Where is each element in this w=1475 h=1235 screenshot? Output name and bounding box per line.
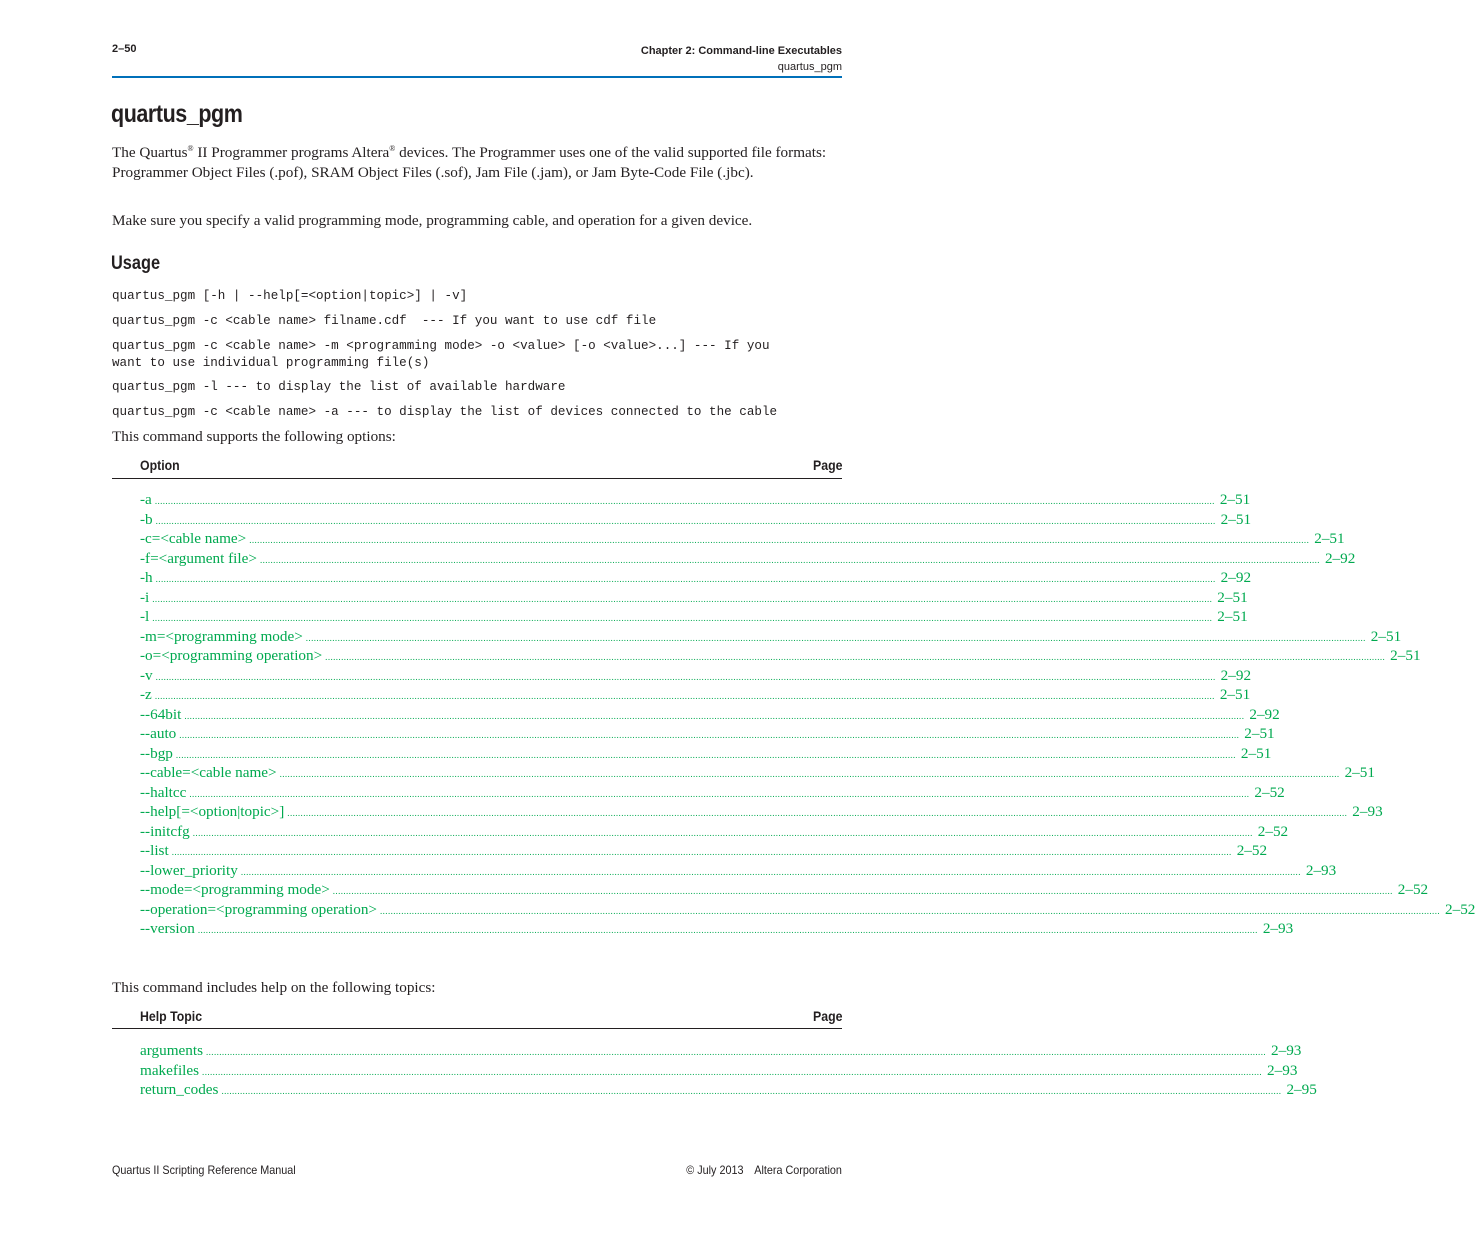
table-rule xyxy=(112,478,842,479)
footer-manual: Quartus II Scripting Reference Manual xyxy=(112,1163,296,1177)
option-link[interactable]: --mode=<programming mode> xyxy=(140,881,330,898)
option-link[interactable]: --cable=<cable name> xyxy=(140,764,277,781)
option-row[interactable] xyxy=(140,881,1429,901)
dot-leader: ................................................................................................................................................................................................................................................................................................................................................................................................................ xyxy=(380,905,1440,916)
option-column-header: Option xyxy=(140,457,180,473)
option-row[interactable] xyxy=(140,861,1337,882)
topic-column-header: Help Topic xyxy=(140,1008,203,1024)
option-page-link[interactable]: 2–51 xyxy=(1219,491,1251,508)
option-page-link[interactable]: 2–51 xyxy=(1314,530,1345,547)
option-link[interactable]: --version xyxy=(140,920,195,937)
dot-leader: ................................................................................................................................................................................................................................................................................................................................................................................................................ xyxy=(197,925,1258,935)
dot-leader: ................................................................................................................................................................................................................................................................................................................................................................................................................ xyxy=(279,769,1340,779)
topic-page-link[interactable]: 2–93 xyxy=(1271,1042,1302,1059)
option-page-link[interactable]: 2–92 xyxy=(1249,705,1280,723)
usage-line: quartus_pgm -c <cable name> -m <programming mode> -o <value> [-o <value>...] --- If you want to use individual programming file(s) xyxy=(112,339,770,370)
option-page-link[interactable]: 2–52 xyxy=(1254,783,1285,801)
topic-page-link[interactable]: 2–95 xyxy=(1286,1081,1317,1098)
option-page-link[interactable]: 2–51 xyxy=(1344,764,1375,781)
option-page-link[interactable]: 2–93 xyxy=(1352,803,1383,820)
dot-leader: ................................................................................................................................................................................................................................................................................................................................................................................................................ xyxy=(240,866,1301,877)
option-row[interactable] xyxy=(140,491,1251,511)
option-row[interactable] xyxy=(140,588,1248,609)
option-row[interactable] xyxy=(140,530,1345,550)
dot-leader: ................................................................................................................................................................................................................................................................................................................................................................................................................ xyxy=(171,847,1232,857)
option-row[interactable] xyxy=(140,608,1248,628)
dot-leader: ................................................................................................................................................................................................................................................................................................................................................................................................................ xyxy=(202,1066,1263,1077)
option-link[interactable]: -b xyxy=(140,510,153,528)
dot-leader: ................................................................................................................................................................................................................................................................................................................................................................................................................ xyxy=(179,730,1240,740)
option-row[interactable] xyxy=(140,803,1383,823)
option-row[interactable] xyxy=(140,725,1275,745)
option-link[interactable]: --help[=<option|topic>] xyxy=(140,803,285,820)
option-link[interactable]: -o=<programming operation> xyxy=(140,647,323,664)
option-page-link[interactable]: 2–52 xyxy=(1397,881,1429,898)
topics-list xyxy=(140,1042,1317,1101)
option-page-link[interactable]: 2–51 xyxy=(1219,686,1251,703)
option-page-link[interactable]: 2–93 xyxy=(1262,920,1294,937)
option-link[interactable]: -h xyxy=(140,569,153,586)
option-row[interactable] xyxy=(140,920,1294,940)
option-link[interactable]: --lower_priority xyxy=(140,861,238,879)
header-rule xyxy=(112,76,842,78)
option-page-link[interactable]: 2–51 xyxy=(1217,588,1248,606)
option-row[interactable] xyxy=(140,783,1285,804)
option-page-link[interactable]: 2–51 xyxy=(1370,627,1402,645)
options-list xyxy=(140,491,1475,940)
option-row[interactable] xyxy=(140,549,1356,570)
option-link[interactable]: --operation=<programming operation> xyxy=(140,900,377,918)
section-title: quartus_pgm xyxy=(777,61,842,73)
dot-leader: ................................................................................................................................................................................................................................................................................................................................................................................................................ xyxy=(152,613,1213,623)
option-link[interactable]: -v xyxy=(140,666,153,684)
page-column-header: Page xyxy=(812,457,842,473)
table-rule xyxy=(112,1028,842,1029)
option-page-link[interactable]: 2–51 xyxy=(1217,608,1248,625)
dot-leader: ................................................................................................................................................................................................................................................................................................................................................................................................................ xyxy=(189,788,1250,799)
option-row[interactable] xyxy=(140,744,1272,765)
usage-line: quartus_pgm -c <cable name> -a --- to display the list of devices connected to the cable xyxy=(112,405,778,419)
option-link[interactable]: -m=<programming mode> xyxy=(140,627,303,645)
option-row[interactable] xyxy=(140,842,1268,862)
option-link[interactable]: -l xyxy=(140,608,150,625)
usage-line: quartus_pgm -l --- to display the list of available hardware xyxy=(112,380,566,394)
dot-leader: ................................................................................................................................................................................................................................................................................................................................................................................................................ xyxy=(305,632,1366,643)
option-row[interactable] xyxy=(140,764,1375,784)
option-page-link[interactable]: 2–92 xyxy=(1324,549,1356,567)
dot-leader: ................................................................................................................................................................................................................................................................................................................................................................................................................ xyxy=(325,652,1386,662)
intro-paragraph-2: Make sure you specify a valid programming mode, programming cable, and operation for a given device. xyxy=(112,212,753,229)
page-title: quartus_pgm xyxy=(111,100,243,128)
option-page-link[interactable]: 2–52 xyxy=(1257,822,1289,840)
topic-link[interactable]: makefiles xyxy=(140,1061,200,1079)
usage-line: quartus_pgm -c <cable name> filname.cdf --- If you want to use cdf file xyxy=(112,314,657,328)
topic-link[interactable]: arguments xyxy=(140,1042,203,1059)
dot-leader: ................................................................................................................................................................................................................................................................................................................................................................................................................ xyxy=(155,574,1216,584)
option-row[interactable] xyxy=(140,647,1421,667)
option-page-link[interactable]: 2–92 xyxy=(1220,569,1252,586)
intro-paragraph: The Quartus® II Programmer programs Altera® devices. The Programmer uses one of the valid supported file formats: Programmer Object Files (.pof), SRAM Object Files (.sof), Jam File (.jam), or Jam Byte-Code File (.jbc). xyxy=(112,144,827,181)
footer-date: © July 2013 xyxy=(686,1163,744,1177)
option-link[interactable]: -c=<cable name> xyxy=(140,530,247,547)
topic-row[interactable] xyxy=(140,1081,1317,1101)
option-page-link[interactable]: 2–52 xyxy=(1236,842,1268,859)
option-link[interactable]: --list xyxy=(140,842,169,859)
topic-row[interactable] xyxy=(140,1061,1298,1082)
option-row[interactable] xyxy=(140,569,1252,589)
dot-leader: ................................................................................................................................................................................................................................................................................................................................................................................................................ xyxy=(206,1047,1266,1057)
dot-leader: ................................................................................................................................................................................................................................................................................................................................................................................................................ xyxy=(184,710,1245,721)
option-page-link[interactable]: 2–51 xyxy=(1220,510,1252,528)
dot-leader: ................................................................................................................................................................................................................................................................................................................................................................................................................ xyxy=(249,535,1310,545)
option-link[interactable]: --haltcc xyxy=(140,783,187,801)
running-header xyxy=(641,43,842,75)
option-row[interactable] xyxy=(140,900,1475,921)
option-link[interactable]: --initcfg xyxy=(140,822,190,840)
option-link[interactable]: -a xyxy=(140,491,152,508)
dot-leader: ................................................................................................................................................................................................................................................................................................................................................................................................................ xyxy=(155,671,1216,682)
option-link[interactable]: --64bit xyxy=(140,705,182,723)
topic-row[interactable] xyxy=(140,1042,1302,1062)
option-link[interactable]: --auto xyxy=(140,725,177,742)
dot-leader: ................................................................................................................................................................................................................................................................................................................................................................................................................ xyxy=(287,808,1348,818)
usage-heading: Usage xyxy=(111,253,161,274)
option-link[interactable]: --bgp xyxy=(140,744,173,762)
dot-leader: ................................................................................................................................................................................................................................................................................................................................................................................................................ xyxy=(259,554,1320,565)
dot-leader: ................................................................................................................................................................................................................................................................................................................................................................................................................ xyxy=(332,886,1393,896)
dot-leader: ................................................................................................................................................................................................................................................................................................................................................................................................................ xyxy=(221,1086,1282,1096)
option-row[interactable] xyxy=(140,686,1251,706)
option-page-link[interactable]: 2–93 xyxy=(1305,861,1337,879)
option-page-link[interactable]: 2–92 xyxy=(1220,666,1252,684)
options-intro: This command supports the following options: xyxy=(112,428,396,445)
option-row[interactable] xyxy=(140,822,1289,843)
option-link[interactable]: -f=<argument file> xyxy=(140,549,257,567)
dot-leader: ................................................................................................................................................................................................................................................................................................................................................................................................................ xyxy=(152,593,1213,604)
option-link[interactable]: -z xyxy=(140,686,152,703)
chapter-title: Chapter 2: Command-line Executables xyxy=(640,45,842,57)
option-page-link[interactable]: 2–51 xyxy=(1390,647,1421,664)
footer-company: Altera Corporation xyxy=(754,1163,842,1177)
option-page-link[interactable]: 2–51 xyxy=(1244,725,1275,742)
footer-copyright xyxy=(676,1163,842,1177)
topics-intro: This command includes help on the following topics: xyxy=(112,979,436,996)
option-page-link[interactable]: 2–52 xyxy=(1445,900,1475,918)
page-column-header: Page xyxy=(812,1008,842,1024)
dot-leader: ................................................................................................................................................................................................................................................................................................................................................................................................................ xyxy=(192,827,1253,838)
option-row[interactable] xyxy=(140,666,1252,687)
option-page-link[interactable]: 2–51 xyxy=(1240,744,1272,762)
page-number: 2–50 xyxy=(112,43,137,55)
dot-leader: ................................................................................................................................................................................................................................................................................................................................................................................................................ xyxy=(154,496,1215,506)
dot-leader: ................................................................................................................................................................................................................................................................................................................................................................................................................ xyxy=(175,749,1236,760)
dot-leader: ................................................................................................................................................................................................................................................................................................................................................................................................................ xyxy=(155,515,1216,526)
topic-link[interactable]: return_codes xyxy=(140,1081,219,1098)
option-link[interactable]: -i xyxy=(140,588,150,606)
dot-leader: ................................................................................................................................................................................................................................................................................................................................................................................................................ xyxy=(154,691,1215,701)
option-row[interactable] xyxy=(140,705,1280,726)
topic-page-link[interactable]: 2–93 xyxy=(1267,1061,1298,1079)
option-row[interactable] xyxy=(140,627,1402,648)
usage-line: quartus_pgm [-h | --help[=<option|topic>] | -v] xyxy=(112,289,468,303)
option-row[interactable] xyxy=(140,510,1252,531)
